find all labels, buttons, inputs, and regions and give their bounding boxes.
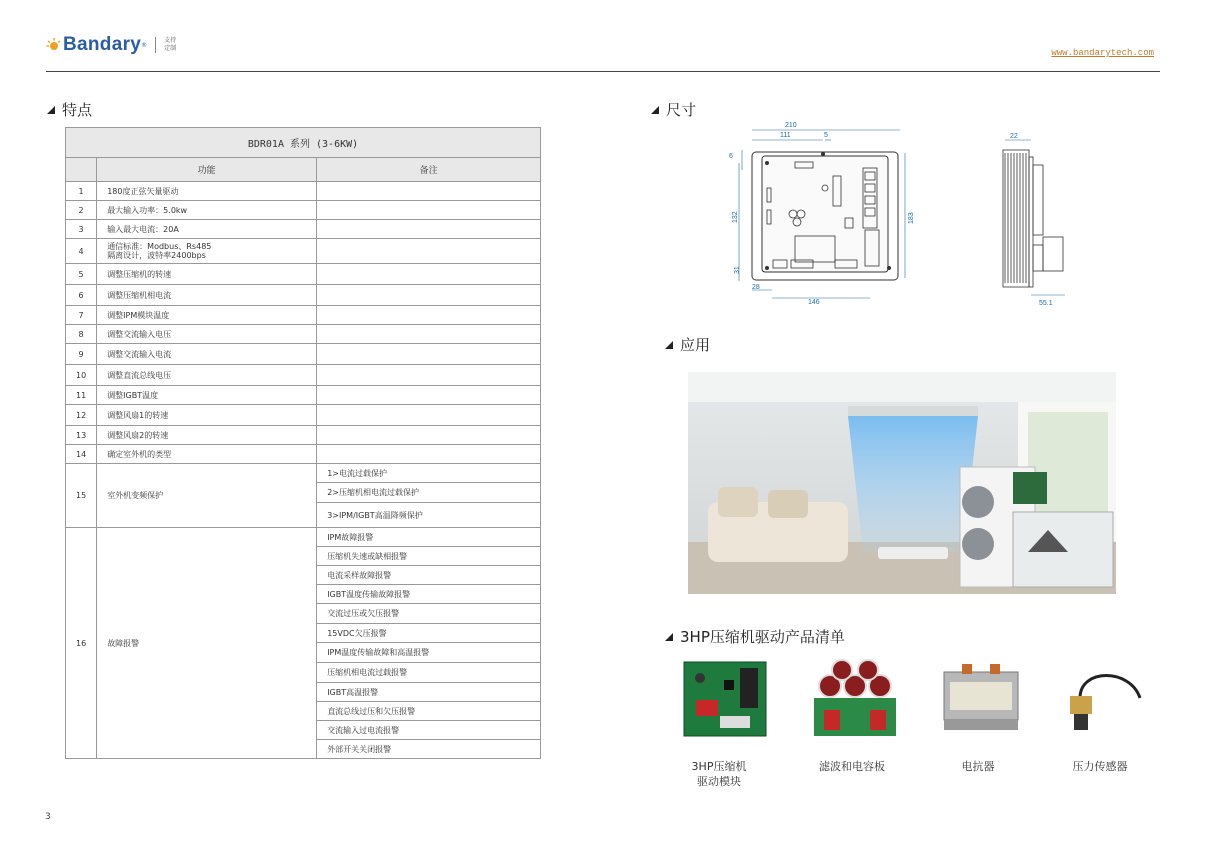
table-row: 9 调整交流输入电流 xyxy=(66,344,541,365)
table-row: 7 调整IPM模块温度 xyxy=(66,306,541,325)
page-number: 3 xyxy=(45,812,51,822)
website-link[interactable]: www.bandarytech.com xyxy=(1051,48,1154,58)
table-row: 1 180度正弦矢量驱动 xyxy=(66,182,541,201)
table-row: 13 调整风扇2的转速 xyxy=(66,426,541,445)
dim-label-55: 55.1 xyxy=(1039,300,1053,307)
col-remark-header: 备注 xyxy=(317,158,541,182)
table-row: 3 输入最大电流：20A xyxy=(66,220,541,239)
triangle-bullet-icon xyxy=(665,341,673,349)
sun-icon xyxy=(46,37,62,53)
table-row: 15VDC欠压报警 xyxy=(66,624,541,643)
table-row: 电流采样故障报警 xyxy=(66,566,541,585)
table-row: 2 最大输入功率：5.0kw xyxy=(66,201,541,220)
brand-name: Bandary xyxy=(63,34,142,55)
table-row: 4 通信标准：Modbus、Rs485 隔离设计，波特率2400bps xyxy=(66,239,541,264)
table-row: 外部开关关闭报警 xyxy=(66,740,541,759)
product-label-reactor: 电抗器 xyxy=(961,760,995,773)
table-row: 3>IPM/IGBT高温降频保护 xyxy=(66,503,541,528)
features-heading: 特点 xyxy=(47,99,92,120)
table-row: IPM温度传输故障和高温报警 xyxy=(66,643,541,663)
dim-label-6: 6 xyxy=(729,153,733,160)
product-label-capacitor-board: 滤波和电容板 xyxy=(819,760,885,773)
application-heading: 应用 xyxy=(665,334,710,355)
side-dimension-drawing xyxy=(995,125,1075,310)
dim-label-183: 183 xyxy=(908,212,915,224)
pressure-sensor-image xyxy=(1060,658,1150,738)
table-row: 直流总线过压和欠压报警 xyxy=(66,702,541,721)
header-divider xyxy=(46,71,1160,72)
reactor-image xyxy=(936,658,1026,738)
table-row: 压缩机相电流过载报警 xyxy=(66,663,541,683)
product-label-pressure-sensor: 压力传感器 xyxy=(1072,760,1128,773)
dim-label-22: 22 xyxy=(1010,133,1018,140)
table-row: 10 调整直流总线电压 xyxy=(66,365,541,386)
table-row: 15 室外机变频保护 1>电流过载保护 xyxy=(66,464,541,483)
products-heading: 3HP压缩机驱动产品清单 xyxy=(665,626,845,647)
table-title: BDR01A 系列 (3-6KW) xyxy=(66,128,541,158)
table-row: 5 调整压缩机的转速 xyxy=(66,264,541,285)
pcb-module-image xyxy=(680,658,770,738)
dim-label-146: 146 xyxy=(808,299,820,306)
table-title-row xyxy=(66,128,541,158)
col-function-header: 功能 xyxy=(97,158,317,182)
dim-label-28: 28 xyxy=(752,284,760,291)
triangle-bullet-icon xyxy=(665,633,673,641)
table-row: 14 确定室外机的类型 xyxy=(66,445,541,464)
table-row: 2>压缩机相电流过载保护 xyxy=(66,483,541,503)
triangle-bullet-icon xyxy=(651,106,659,114)
table-row: 11 调整IGBT温度 xyxy=(66,386,541,405)
features-table xyxy=(65,127,541,759)
table-row: 交流输入过电流报警 xyxy=(66,721,541,740)
dimensions-heading: 尺寸 xyxy=(651,99,696,120)
table-row: IGBT高温报警 xyxy=(66,683,541,702)
dim-label-132: 132 xyxy=(732,211,739,223)
table-row: 16 故障报警 IPM故障报警 xyxy=(66,528,541,547)
product-label-drive-module: 3HP压缩机 驱动模块 xyxy=(691,760,747,788)
table-header-row xyxy=(66,158,541,182)
triangle-bullet-icon xyxy=(47,106,55,114)
capacitor-board-image xyxy=(810,658,900,738)
logo-tagline: 支持 定制 xyxy=(164,37,177,52)
table-row: 12 调整风扇1的转速 xyxy=(66,405,541,426)
brand-logo xyxy=(46,30,176,60)
registered-mark: ® xyxy=(141,41,148,49)
dim-label-31: 31 xyxy=(734,266,741,274)
front-dimension-drawing xyxy=(725,118,925,308)
application-scene-image xyxy=(688,372,1116,594)
dim-label-5: 5 xyxy=(824,132,828,139)
table-row: 8 调整交流输入电压 xyxy=(66,325,541,344)
table-row: IGBT温度传输故障报警 xyxy=(66,585,541,604)
dim-label-111: 111 xyxy=(780,132,791,139)
table-row: 6 调整压缩机相电流 xyxy=(66,285,541,306)
table-row: 交流过压或欠压报警 xyxy=(66,604,541,624)
table-row: 压缩机失速或缺相报警 xyxy=(66,547,541,566)
logo-divider xyxy=(155,37,156,53)
dim-label-210: 210 xyxy=(785,122,797,129)
